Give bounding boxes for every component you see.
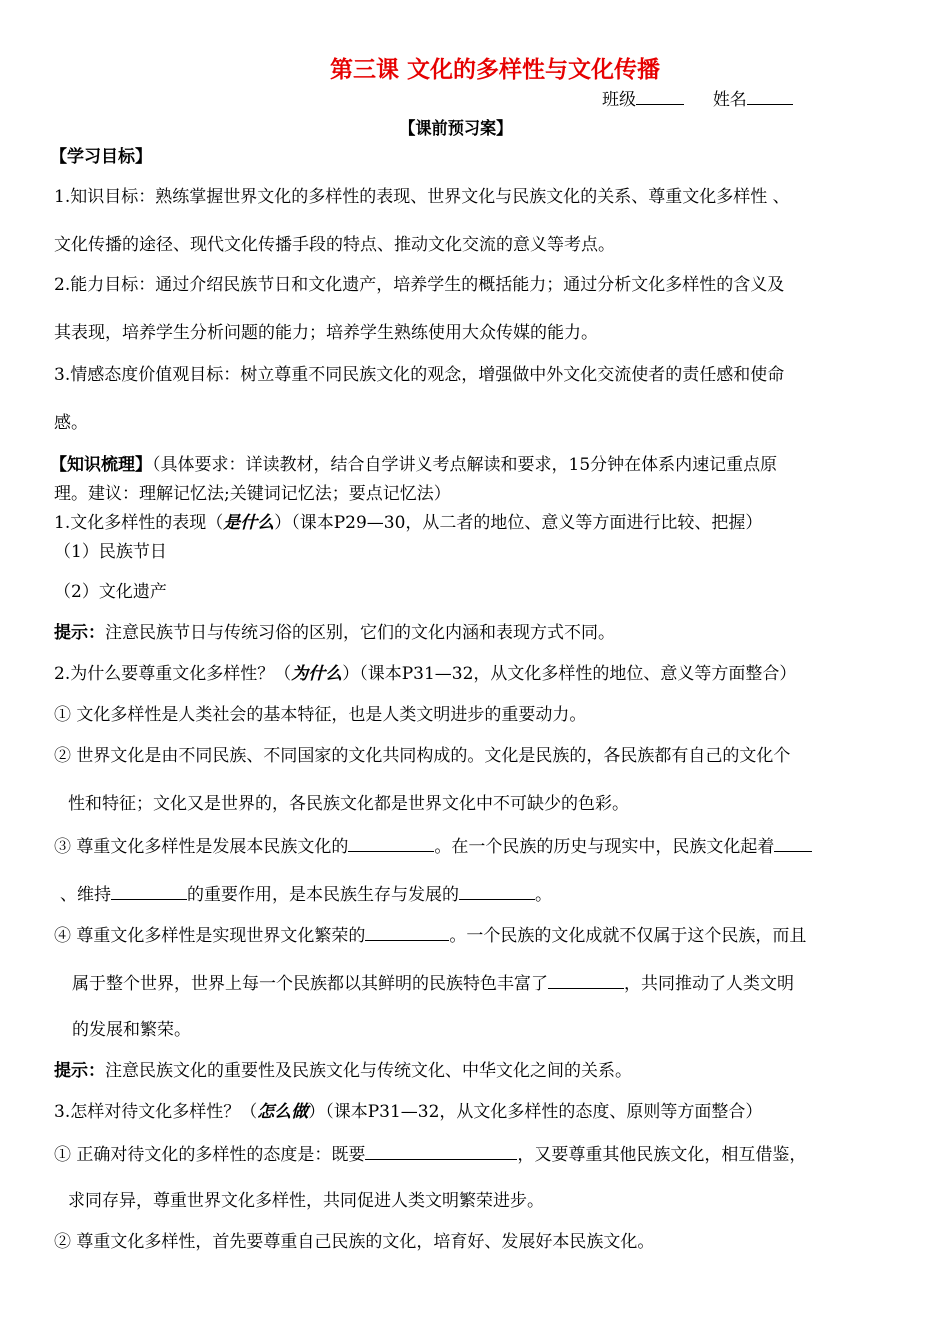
fill-blank xyxy=(548,971,624,989)
question-2-point-3-line-2: 、维持 的重要作用，是本民族生存与发展的 。 xyxy=(60,882,552,906)
hint-label: 提示： xyxy=(54,623,105,643)
objective-3-line-1: 3.情感态度价值观目标：树立尊重不同民族文化的观念，增强做中外文化交流使者的责任感和使命 xyxy=(54,365,785,385)
question-3-point-1-line-2: 求同存异，尊重世界文化多样性，共同促进人类文明繁荣进步。 xyxy=(68,1191,544,1211)
knowledge-requirements-line-2: 理。建议：理解记忆法;关键词记忆法；要点记忆法） xyxy=(54,484,451,504)
fill-blank xyxy=(774,834,812,852)
question-2-point-4-line-3: 的发展和繁荣。 xyxy=(72,1020,191,1040)
name-label: 姓名 xyxy=(712,90,747,110)
question-2-point-4-line-1: ④ 尊重文化多样性是实现世界文化繁荣的 。一个民族的文化成就不仅属于这个民族，而且 xyxy=(54,923,806,947)
class-name-fields xyxy=(602,87,793,111)
knowledge-heading: 【知识梳理】 xyxy=(50,455,152,475)
knowledge-requirements-line-1 xyxy=(50,454,777,476)
question-2-point-3-line-1: ③ 尊重文化多样性是发展本民族文化的 。在一个民族的历史与现实中，民族文化起着 xyxy=(54,834,812,858)
question-3-point-2: ② 尊重文化多样性，首先要尊重自己民族的文化，培育好、发展好本民族文化。 xyxy=(54,1232,655,1252)
fill-blank xyxy=(348,834,434,852)
page-title: 第三课 文化的多样性与文化传播 xyxy=(329,57,660,83)
fill-blank xyxy=(459,882,535,900)
question-1-heading: 1.文化多样性的表现（是什么）（课本P29—30，从二者的地位、意义等方面进行比较、把握） xyxy=(54,513,763,533)
question-2-point-4-line-2: 属于整个世界，世界上每一个民族都以其鲜明的民族特色丰富了 ，共同推动了人类文明 xyxy=(72,971,794,995)
question-2-point-1: ① 文化多样性是人类社会的基本特征，也是人类文明进步的重要动力。 xyxy=(54,705,587,725)
hint-label: 提示： xyxy=(54,1061,105,1081)
question-3-heading: 3.怎样对待文化多样性？（怎么做）（课本P31—32，从文化多样性的态度、原则等方面整合） xyxy=(54,1102,763,1122)
objective-2-line-1: 2.能力目标：通过介绍民族节日和文化遗产，培养学生的概括能力；通过分析文化多样性的含义及 xyxy=(54,275,785,295)
question-2-point-2-line-1: ② 世界文化是由不同民族、不同国家的文化共同构成的。文化是民族的，各民族都有自己的文化个 xyxy=(54,746,791,766)
question-1-emphasis: 是什么 xyxy=(223,513,275,533)
question-1-item-b: （2）文化遗产 xyxy=(54,582,167,602)
question-1-item-a: （1）民族节日 xyxy=(54,542,167,562)
class-label: 班级 xyxy=(602,90,636,110)
name-blank xyxy=(747,87,793,105)
objective-1-line-2: 文化传播的途径、现代文化传播手段的特点、推动文化交流的意义等考点。 xyxy=(54,235,615,255)
question-2-emphasis: 为什么 xyxy=(291,664,343,684)
objective-2-line-2: 其表现，培养学生分析问题的能力；培养学生熟练使用大众传媒的能力。 xyxy=(54,323,598,343)
question-2-heading: 2.为什么要尊重文化多样性？（为什么）（课本P31—32，从文化多样性的地位、意义等方面整合） xyxy=(54,664,797,684)
objective-3-line-2: 感。 xyxy=(54,413,88,433)
question-3-point-1-line-1: ① 正确对待文化的多样性的态度是：既要 ，又要尊重其他民族文化，相互借鉴， xyxy=(54,1142,806,1166)
objective-1-line-1: 1.知识目标：熟练掌握世界文化的多样性的表现、世界文化与民族文化的关系、尊重文化多样性 、 xyxy=(54,187,790,207)
question-2-hint: 提示：注意民族文化的重要性及民族文化与传统文化、中华文化之间的关系。 xyxy=(54,1061,632,1081)
fill-blank xyxy=(111,882,187,900)
fill-blank xyxy=(365,923,449,941)
question-1-hint: 提示：注意民族节日与传统习俗的区别，它们的文化内涵和表现方式不同。 xyxy=(54,623,615,643)
fill-blank xyxy=(365,1142,517,1160)
question-2-point-2-line-2: 性和特征；文化又是世界的，各民族文化都是世界文化中不可缺少的色彩。 xyxy=(68,794,629,814)
preview-heading: 【课前预习案】 xyxy=(399,119,513,139)
class-blank xyxy=(636,87,684,105)
question-3-emphasis: 怎么做 xyxy=(257,1102,309,1122)
requirements-text: （具体要求：详读教材，结合自学讲义考点解读和要求，15分钟在体系内速记重点原 xyxy=(152,455,778,475)
objectives-heading: 【学习目标】 xyxy=(50,147,152,167)
